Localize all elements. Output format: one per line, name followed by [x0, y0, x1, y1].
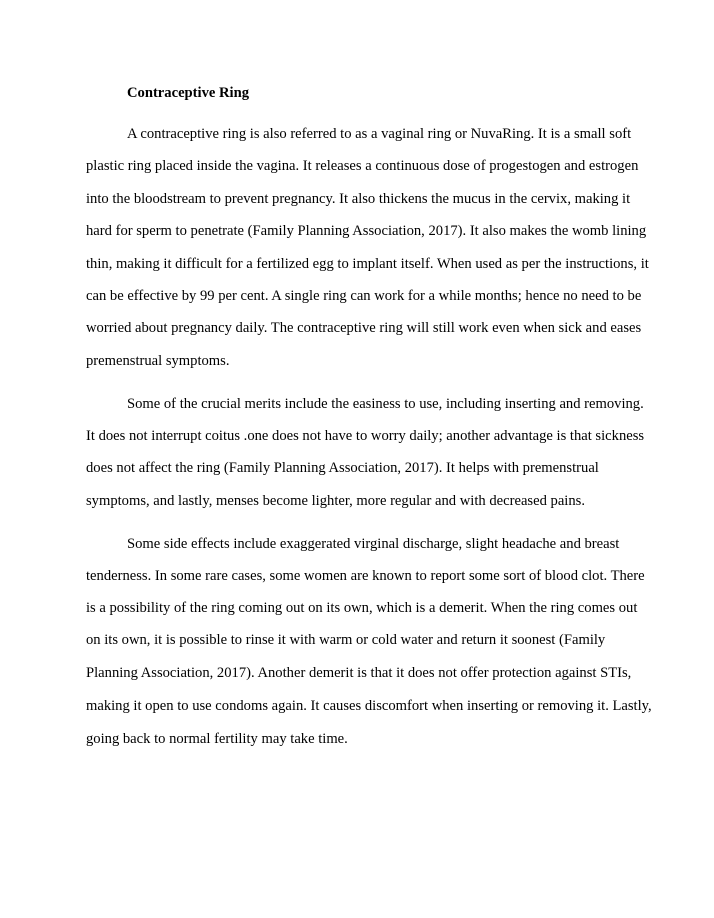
paragraph-1-line-1: A contraceptive ring is also referred to as a vaginal ring or NuvaRing. It is a small soft — [127, 126, 632, 142]
paragraph-1-line-8: premenstrual symptoms. — [86, 353, 230, 369]
paragraph-2-line-2: It does not interrupt coitus .one does not have to worry daily; another advantage is that sickness — [86, 428, 645, 444]
paragraph-1-line-7: worried about pregnancy daily. The contraceptive ring will still work even when sick and eases — [86, 320, 642, 336]
paragraph-3-line-7: going back to normal fertility may take time. — [86, 731, 348, 747]
paragraph-1-line-4: hard for sperm to penetrate (Family Planning Association, 2017). It also makes the womb lining — [86, 223, 647, 239]
paragraph-3-line-6: making it open to use condoms again. It causes discomfort when inserting or removing it. Lastly, — [86, 698, 652, 714]
paragraph-1-line-3: into the bloodstream to prevent pregnancy. It also thickens the mucus in the cervix, making it — [86, 191, 631, 207]
paragraph-2-line-3: does not affect the ring (Family Planning Association, 2017). It helps with premenstrual — [86, 460, 599, 476]
paragraph-1-line-6: can be effective by 99 per cent. A single ring can work for a while months; hence no need to be — [86, 288, 642, 304]
paragraph-1-line-2: plastic ring placed inside the vagina. It releases a continuous dose of progestogen and estrogen — [86, 158, 639, 174]
paragraph-3-line-2: tenderness. In some rare cases, some women are known to report some sort of blood clot. There — [86, 568, 645, 584]
paragraph-2-line-1: Some of the crucial merits include the easiness to use, including inserting and removing. — [127, 396, 644, 412]
paragraph-3-line-1: Some side effects include exaggerated virginal discharge, slight headache and breast — [127, 536, 620, 552]
paragraph-3-line-5: Planning Association, 2017). Another demerit is that it does not offer protection against STIs, — [86, 665, 632, 681]
paragraph-2-line-4: symptoms, and lastly, menses become lighter, more regular and with decreased pains. — [86, 493, 585, 509]
paragraph-3-line-4: on its own, it is possible to rinse it with warm or cold water and return it soonest (Family — [86, 632, 606, 648]
document-heading: Contraceptive Ring — [127, 85, 250, 101]
paragraph-1-line-5: thin, making it difficult for a fertilized egg to implant itself. When used as per the instructions, it — [86, 256, 649, 272]
paragraph-3-line-3: is a possibility of the ring coming out on its own, which is a demerit. When the ring comes out — [86, 600, 638, 616]
